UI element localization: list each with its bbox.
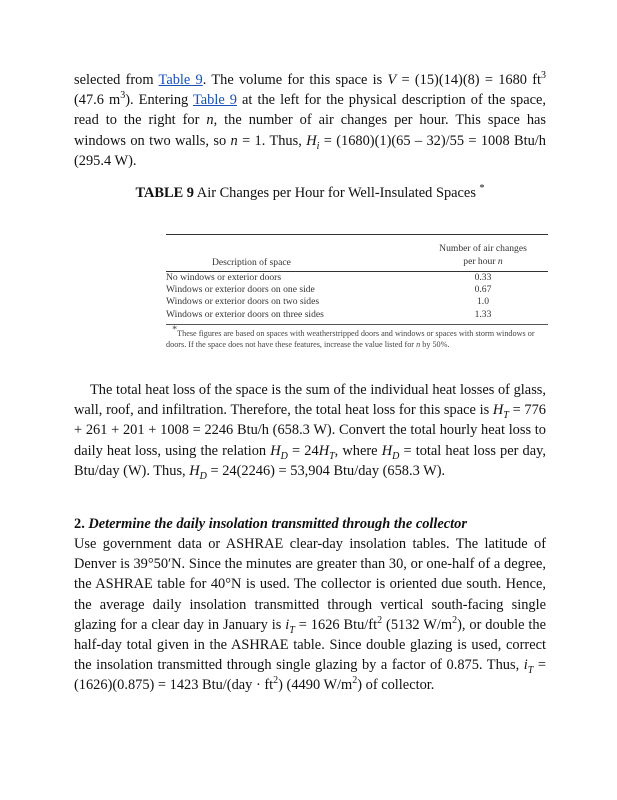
text-run: at the left for the physical description of the space, read to the right for	[74, 92, 546, 129]
subscript: D	[199, 470, 207, 482]
footnote-marker: *	[172, 324, 178, 336]
cell-value: 0.67	[474, 284, 492, 296]
text-run: ) of collector.	[357, 677, 435, 694]
footnote-text: These figures are based on spaces with weatherstripped doors and windows or spaces with storm windows or doors. If the space does not have these features, increase the value listed for	[166, 328, 535, 349]
paragraph-heat-loss	[74, 380, 546, 481]
text-run: (5132 W/m	[382, 616, 453, 633]
subscript: D	[280, 450, 288, 462]
superscript: 3	[541, 70, 547, 82]
text-run: ) (4490 W/m	[278, 677, 353, 694]
cell-value: 1.33	[474, 308, 492, 320]
step-number: 2.	[74, 516, 89, 532]
text-run: = 24(2246) = 53,904 Btu/day (658.3 W).	[206, 462, 446, 479]
header-air-changes	[418, 243, 548, 268]
superscript: 2	[377, 615, 383, 627]
cell-description: Windows or exterior doors on three sides	[166, 308, 324, 320]
table-caption: Air Changes per Hour for Well-Insulated Spaces	[194, 185, 480, 202]
cell-description: No windows or exterior doors	[166, 272, 282, 283]
subscript: T	[289, 624, 295, 636]
table-9-link-2[interactable]: Table 9	[193, 92, 237, 109]
cell-value: 0.33	[474, 272, 492, 283]
var-h: H	[492, 402, 504, 419]
text-run: = (15)(14)(8) = 1680 ft	[396, 72, 542, 88]
var-h: H	[318, 442, 330, 459]
cell-description: Windows or exterior doors on two sides	[166, 296, 320, 308]
superscript: 2	[352, 675, 358, 687]
table-row	[166, 284, 548, 296]
text-run: Use government data or ASHRAE clear-day insolation tables. The latitude of Denver is 39°50′N. Since the minutes are greater than 30, or one-half of a degree, the ASHRAE table for 40°N is used. The collector is oriented due south. Hence, the average daily insolation transmitted through vertical south-facing single glazing for a clear day in January is	[74, 536, 546, 633]
subscript: T	[503, 410, 509, 422]
table-footnote	[166, 324, 548, 350]
var-i: i	[285, 616, 290, 633]
paragraph-insolation	[74, 534, 546, 696]
header-line: per hour	[463, 255, 498, 267]
text-run: = total heat loss per day, Btu/day (W). Thus,	[74, 442, 547, 479]
step-title: Determine the daily insolation transmitted through the collector	[88, 516, 467, 532]
table-bottom-rule	[166, 324, 548, 325]
var-v: V	[387, 72, 397, 88]
subscript: T	[527, 665, 534, 677]
heat-loss-section	[74, 380, 546, 481]
text-run: ). Entering	[125, 92, 193, 109]
text-run: (47.6 m	[74, 92, 121, 109]
text-run: , where	[334, 442, 382, 459]
var-h: H	[381, 442, 393, 459]
text-run: The total heat loss of the space is the sum of the individual heat losses of glass, wall, roof, and infiltration. Therefore, the total heat loss for this space is	[74, 382, 546, 419]
subscript: D	[392, 450, 400, 462]
paragraph-volume	[74, 70, 546, 171]
text-run: = 776 + 261 + 201 + 1008 = 2246 Btu/h (658.3 W). Convert the total hourly heat loss to daily heat loss, using the relation	[74, 402, 546, 459]
subscript: T	[329, 450, 335, 462]
subscript: i	[316, 140, 320, 152]
table-label: TABLE 9	[135, 185, 194, 202]
text-run: = 24	[287, 442, 319, 459]
var-n: n	[230, 132, 238, 149]
superscript: 2	[452, 615, 458, 627]
table-row	[166, 296, 548, 308]
superscript: 3	[120, 90, 126, 102]
var-n: n	[206, 112, 214, 129]
text-run: . The volume for this space is	[202, 72, 388, 88]
table-row	[166, 309, 548, 321]
step-2-section	[74, 514, 546, 696]
table-header	[166, 235, 548, 268]
step-heading	[74, 514, 546, 534]
superscript: 2	[273, 675, 279, 687]
footnote-text: by 50%.	[420, 339, 450, 349]
var-h: H	[189, 462, 200, 479]
text-run: , the number of air changes per hour. This space has windows on two walls, so	[74, 112, 546, 149]
text-run: = (1680)(1)(65 – 32)/55 = 1008 Btu/h (295.4 W).	[74, 132, 546, 169]
var-h: H	[306, 132, 317, 149]
var-n: n	[416, 339, 421, 349]
table-9-link[interactable]: Table 9	[158, 72, 203, 88]
header-line: Number of air changes	[439, 243, 527, 254]
text-run: ), or double the half-day total given in the ASHRAE table. Since double glazing is used, correct the insolation transmitted through single glazing by a factor of 0.875. Thus,	[74, 616, 546, 674]
text-run: selected from	[74, 72, 159, 88]
text-run: = (1626)(0.875) = 1423 Btu/(day · ft	[74, 657, 547, 694]
text-run: = 1626 Btu/ft	[294, 616, 378, 633]
table-title	[74, 185, 546, 202]
var-n: n	[497, 255, 503, 267]
cell-value: 1.0	[477, 296, 489, 308]
cell-description: Windows or exterior doors on one side	[166, 284, 315, 296]
footnote-marker: *	[479, 183, 485, 195]
header-description: Description of space	[212, 257, 291, 268]
air-changes-table	[166, 234, 548, 350]
var-h: H	[270, 442, 281, 459]
var-i: i	[523, 657, 528, 674]
table-row	[166, 272, 548, 284]
text-run: = 1. Thus,	[237, 132, 307, 149]
